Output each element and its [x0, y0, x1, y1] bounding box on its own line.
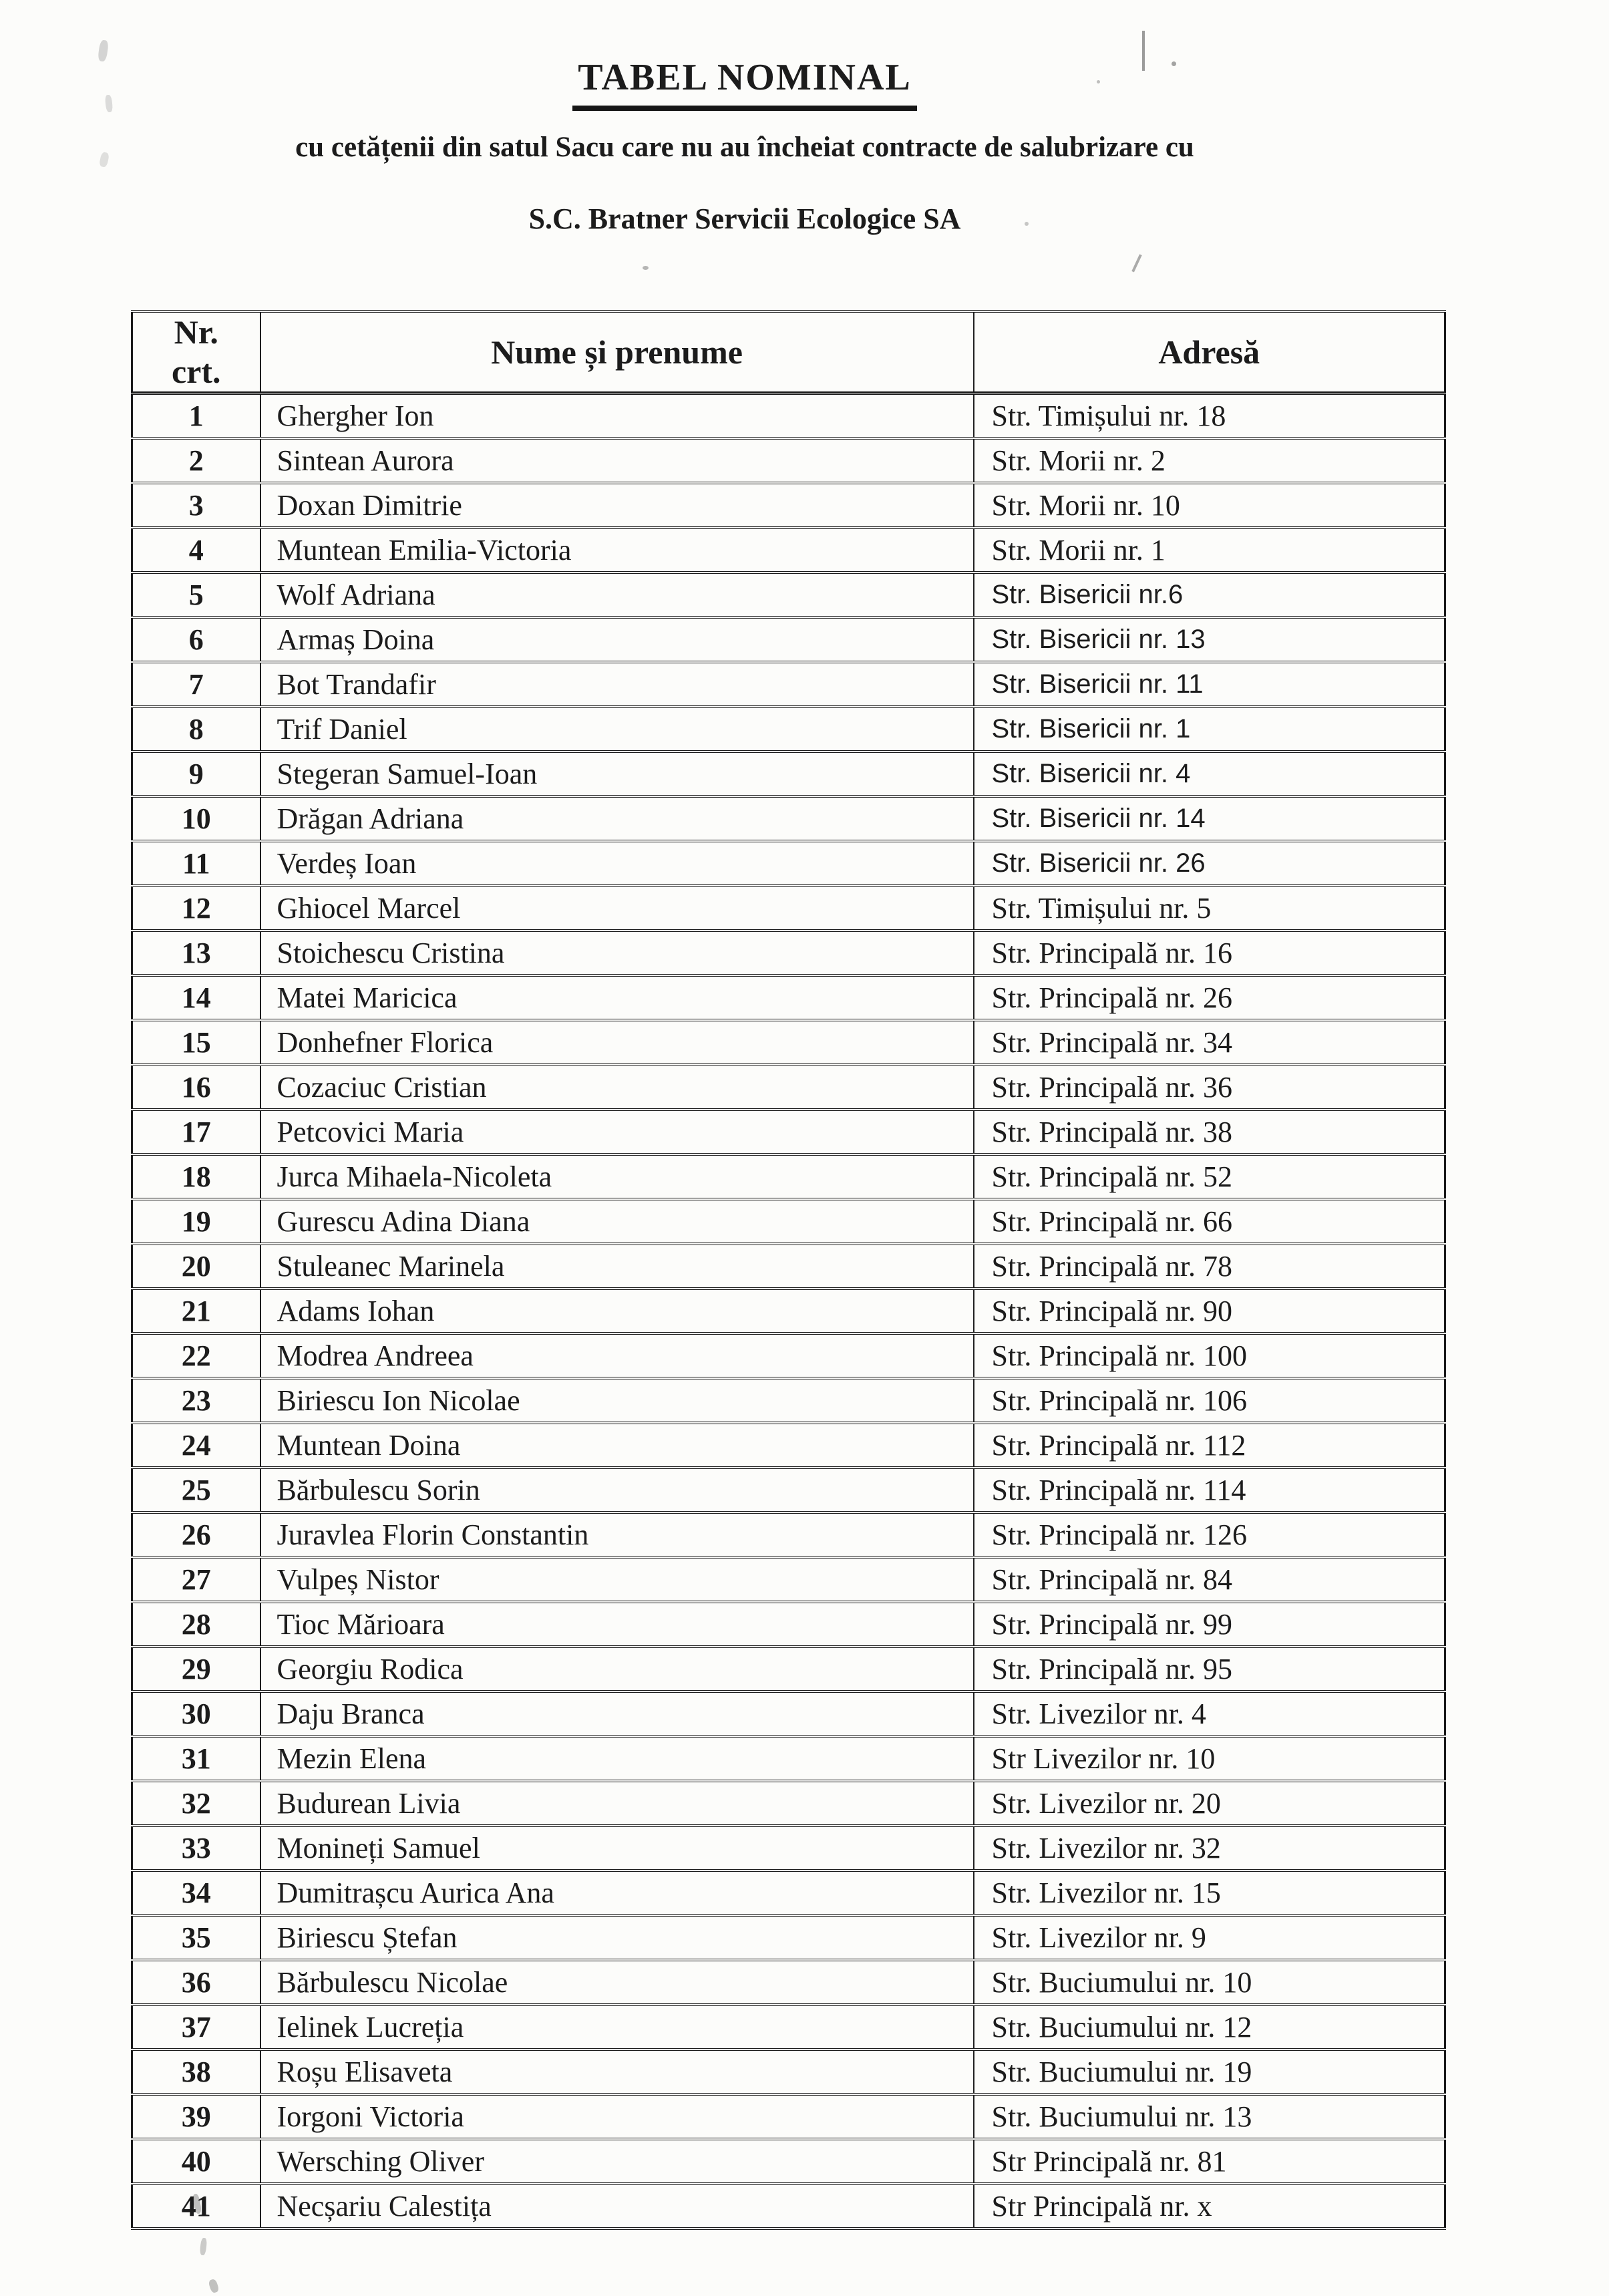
- citizen-name: Stoichescu Cristina: [260, 931, 974, 975]
- citizen-name: Bărbulescu Nicolae: [260, 1960, 974, 2005]
- citizen-name: Gurescu Adina Diana: [260, 1199, 974, 1244]
- table-row: [132, 975, 1445, 1020]
- citizen-name: Bot Trandafir: [260, 662, 974, 707]
- citizen-address: Str. Bisericii nr. 26: [974, 841, 1445, 886]
- table-header-row: [132, 311, 1445, 393]
- citizen-name: Trif Daniel: [260, 707, 974, 752]
- table-row: [132, 1244, 1445, 1289]
- citizen-address: Str. Principală nr. 100: [974, 1333, 1445, 1378]
- table-row: [132, 1020, 1445, 1065]
- table-row: [132, 707, 1445, 752]
- row-number: 14: [132, 975, 260, 1020]
- row-number: 38: [132, 2049, 260, 2094]
- row-number: 12: [132, 886, 260, 931]
- citizen-address: Str. Bisericii nr. 1: [974, 707, 1445, 752]
- row-number: 41: [132, 2184, 260, 2229]
- table-row: [132, 1960, 1445, 2005]
- row-number: 10: [132, 796, 260, 841]
- document-subtitle: cu cetățenii din satul Sacu care nu au încheiat contracte de salubrizare cu: [295, 132, 1194, 163]
- citizen-address: Str Principală nr. 81: [974, 2139, 1445, 2184]
- citizen-name: Armaș Doina: [260, 617, 974, 662]
- table-row: [132, 796, 1445, 841]
- citizen-address: Str. Buciumului nr. 12: [974, 2005, 1445, 2049]
- citizen-address: Str. Principală nr. 112: [974, 1423, 1445, 1468]
- row-number: 39: [132, 2094, 260, 2139]
- citizen-address: Str Principală nr. x: [974, 2184, 1445, 2229]
- scan-artifact: [1131, 254, 1141, 272]
- citizen-address: Str. Principală nr. 99: [974, 1602, 1445, 1647]
- row-number: 20: [132, 1244, 260, 1289]
- citizens-table: [131, 310, 1446, 2230]
- citizen-name: Mezin Elena: [260, 1736, 974, 1781]
- citizen-name: Wersching Oliver: [260, 2139, 974, 2184]
- citizen-name: Jurca Mihaela-Nicoleta: [260, 1154, 974, 1199]
- document-company-line: S.C. Bratner Servicii Ecologice SA: [528, 202, 961, 235]
- citizen-address: Str. Bisericii nr. 11: [974, 662, 1445, 707]
- citizen-address: Str. Principală nr. 66: [974, 1199, 1445, 1244]
- table-row: [132, 1512, 1445, 1557]
- table-row: [132, 2184, 1445, 2229]
- citizen-address: Str. Morii nr. 1: [974, 528, 1445, 572]
- table-row: [132, 662, 1445, 707]
- row-number: 22: [132, 1333, 260, 1378]
- table-row: [132, 2049, 1445, 2094]
- citizen-address: Str. Morii nr. 2: [974, 438, 1445, 483]
- table-row: [132, 438, 1445, 483]
- citizen-address: Str. Principală nr. 52: [974, 1154, 1445, 1199]
- citizen-address: Str. Principală nr. 114: [974, 1468, 1445, 1512]
- table-row: [132, 1736, 1445, 1781]
- table-row: [132, 931, 1445, 975]
- citizen-address: Str Livezilor nr. 10: [974, 1736, 1445, 1781]
- table-row: [132, 1333, 1445, 1378]
- header-nr-line2: crt.: [171, 353, 221, 390]
- row-number: 3: [132, 483, 260, 528]
- table-row: [132, 752, 1445, 796]
- table-row: [132, 2094, 1445, 2139]
- citizen-address: Str. Livezilor nr. 9: [974, 1915, 1445, 1960]
- row-number: 18: [132, 1154, 260, 1199]
- citizen-address: Str. Principală nr. 16: [974, 931, 1445, 975]
- citizen-name: Muntean Doina: [260, 1423, 974, 1468]
- table-row: [132, 483, 1445, 528]
- row-number: 13: [132, 931, 260, 975]
- citizen-name: Biriescu Ștefan: [260, 1915, 974, 1960]
- citizen-address: Str. Principală nr. 36: [974, 1065, 1445, 1110]
- row-number: 25: [132, 1468, 260, 1512]
- row-number: 9: [132, 752, 260, 796]
- row-number: 1: [132, 393, 260, 439]
- citizen-name: Ielinek Lucreția: [260, 2005, 974, 2049]
- row-number: 2: [132, 438, 260, 483]
- citizen-address: Str. Principală nr. 106: [974, 1378, 1445, 1423]
- table-row: [132, 1870, 1445, 1915]
- row-number: 5: [132, 572, 260, 617]
- citizen-name: Donhefner Florica: [260, 1020, 974, 1065]
- citizen-name: Sintean Aurora: [260, 438, 974, 483]
- citizen-name: Tioc Mărioara: [260, 1602, 974, 1647]
- row-number: 8: [132, 707, 260, 752]
- table-row: [132, 1199, 1445, 1244]
- citizen-address: Str. Principală nr. 78: [974, 1244, 1445, 1289]
- citizen-name: Juravlea Florin Constantin: [260, 1512, 974, 1557]
- table-row: [132, 572, 1445, 617]
- citizen-name: Doxan Dimitrie: [260, 483, 974, 528]
- row-number: 24: [132, 1423, 260, 1468]
- citizen-address: Str. Principală nr. 26: [974, 975, 1445, 1020]
- row-number: 6: [132, 617, 260, 662]
- table-row: [132, 1781, 1445, 1826]
- citizen-address: Str. Livezilor nr. 4: [974, 1691, 1445, 1736]
- citizen-address: Str. Livezilor nr. 20: [974, 1781, 1445, 1826]
- citizen-name: Dumitrașcu Aurica Ana: [260, 1870, 974, 1915]
- citizen-address: Str. Principală nr. 84: [974, 1557, 1445, 1602]
- citizen-name: Stegeran Samuel-Ioan: [260, 752, 974, 796]
- row-number: 16: [132, 1065, 260, 1110]
- table-row: [132, 1423, 1445, 1468]
- citizen-name: Georgiu Rodica: [260, 1647, 974, 1691]
- row-number: 28: [132, 1602, 260, 1647]
- table-row: [132, 1557, 1445, 1602]
- citizen-name: Roșu Elisaveta: [260, 2049, 974, 2094]
- citizen-name: Daju Branca: [260, 1691, 974, 1736]
- row-number: 23: [132, 1378, 260, 1423]
- row-number: 40: [132, 2139, 260, 2184]
- table-row: [132, 2139, 1445, 2184]
- header-nr-line1: Nr.: [174, 313, 218, 351]
- citizen-address: Str. Bisericii nr. 13: [974, 617, 1445, 662]
- header-name: Nume și prenume: [260, 311, 974, 393]
- table-row: [132, 617, 1445, 662]
- citizen-address: Str. Bisericii nr.6: [974, 572, 1445, 617]
- citizen-address: Str. Principală nr. 90: [974, 1289, 1445, 1333]
- citizen-name: Vulpeș Nistor: [260, 1557, 974, 1602]
- citizen-name: Drăgan Adriana: [260, 796, 974, 841]
- row-number: 27: [132, 1557, 260, 1602]
- citizen-name: Iorgoni Victoria: [260, 2094, 974, 2139]
- row-number: 7: [132, 662, 260, 707]
- row-number: 4: [132, 528, 260, 572]
- table-row: [132, 1289, 1445, 1333]
- citizen-address: Str. Principală nr. 95: [974, 1647, 1445, 1691]
- citizen-name: Stuleanec Marinela: [260, 1244, 974, 1289]
- citizen-name: Wolf Adriana: [260, 572, 974, 617]
- row-number: 29: [132, 1647, 260, 1691]
- document-title-row: [0, 56, 1489, 111]
- table-body: [132, 393, 1445, 2229]
- table-row: [132, 1602, 1445, 1647]
- row-number: 35: [132, 1915, 260, 1960]
- table-row: [132, 1378, 1445, 1423]
- row-number: 30: [132, 1691, 260, 1736]
- citizen-address: Str. Morii nr. 10: [974, 483, 1445, 528]
- citizen-address: Str. Bisericii nr. 14: [974, 796, 1445, 841]
- citizen-name: Biriescu Ion Nicolae: [260, 1378, 974, 1423]
- citizen-address: Str. Principală nr. 126: [974, 1512, 1445, 1557]
- table-row: [132, 841, 1445, 886]
- citizen-name: Matei Maricica: [260, 975, 974, 1020]
- citizen-name: Muntean Emilia-Victoria: [260, 528, 974, 572]
- row-number: 21: [132, 1289, 260, 1333]
- citizen-name: Budurean Livia: [260, 1781, 974, 1826]
- row-number: 17: [132, 1110, 260, 1154]
- table-row: [132, 1154, 1445, 1199]
- table-row: [132, 528, 1445, 572]
- citizen-address: Str. Livezilor nr. 32: [974, 1826, 1445, 1870]
- citizen-name: Modrea Andreea: [260, 1333, 974, 1378]
- table-row: [132, 1915, 1445, 1960]
- citizen-name: Adams Iohan: [260, 1289, 974, 1333]
- scan-artifact: [200, 2238, 208, 2256]
- header-address: Adresă: [974, 311, 1445, 393]
- table-row: [132, 1691, 1445, 1736]
- scan-artifact: [208, 2279, 220, 2294]
- table-row: [132, 393, 1445, 439]
- row-number: 15: [132, 1020, 260, 1065]
- citizen-address: Str. Buciumului nr. 10: [974, 1960, 1445, 2005]
- table-row: [132, 886, 1445, 931]
- citizen-address: Str. Timișului nr. 5: [974, 886, 1445, 931]
- page-title: TABEL NOMINAL: [572, 56, 916, 111]
- row-number: 33: [132, 1826, 260, 1870]
- table-row: [132, 1110, 1445, 1154]
- citizen-address: Str. Buciumului nr. 19: [974, 2049, 1445, 2094]
- row-number: 26: [132, 1512, 260, 1557]
- table-row: [132, 2005, 1445, 2049]
- citizen-name: Ghiocel Marcel: [260, 886, 974, 931]
- citizen-name: Verdeș Ioan: [260, 841, 974, 886]
- citizen-name: Necșariu Calestița: [260, 2184, 974, 2229]
- table-row: [132, 1468, 1445, 1512]
- row-number: 37: [132, 2005, 260, 2049]
- header-nr-crt: [132, 311, 260, 393]
- citizen-address: Str. Livezilor nr. 15: [974, 1870, 1445, 1915]
- citizen-name: Petcovici Maria: [260, 1110, 974, 1154]
- table-row: [132, 1826, 1445, 1870]
- citizen-address: Str. Principală nr. 34: [974, 1020, 1445, 1065]
- table-row: [132, 1647, 1445, 1691]
- citizen-name: Cozaciuc Cristian: [260, 1065, 974, 1110]
- citizen-address: Str. Principală nr. 38: [974, 1110, 1445, 1154]
- row-number: 11: [132, 841, 260, 886]
- table-row: [132, 1065, 1445, 1110]
- row-number: 31: [132, 1736, 260, 1781]
- citizen-address: Str. Bisericii nr. 4: [974, 752, 1445, 796]
- citizen-address: Str. Buciumului nr. 13: [974, 2094, 1445, 2139]
- citizen-address: Str. Timișului nr. 18: [974, 393, 1445, 439]
- row-number: 32: [132, 1781, 260, 1826]
- scan-artifact: [643, 266, 649, 270]
- citizen-name: Ghergher Ion: [260, 393, 974, 439]
- citizen-name: Monineți Samuel: [260, 1826, 974, 1870]
- row-number: 36: [132, 1960, 260, 2005]
- row-number: 19: [132, 1199, 260, 1244]
- citizen-name: Bărbulescu Sorin: [260, 1468, 974, 1512]
- row-number: 34: [132, 1870, 260, 1915]
